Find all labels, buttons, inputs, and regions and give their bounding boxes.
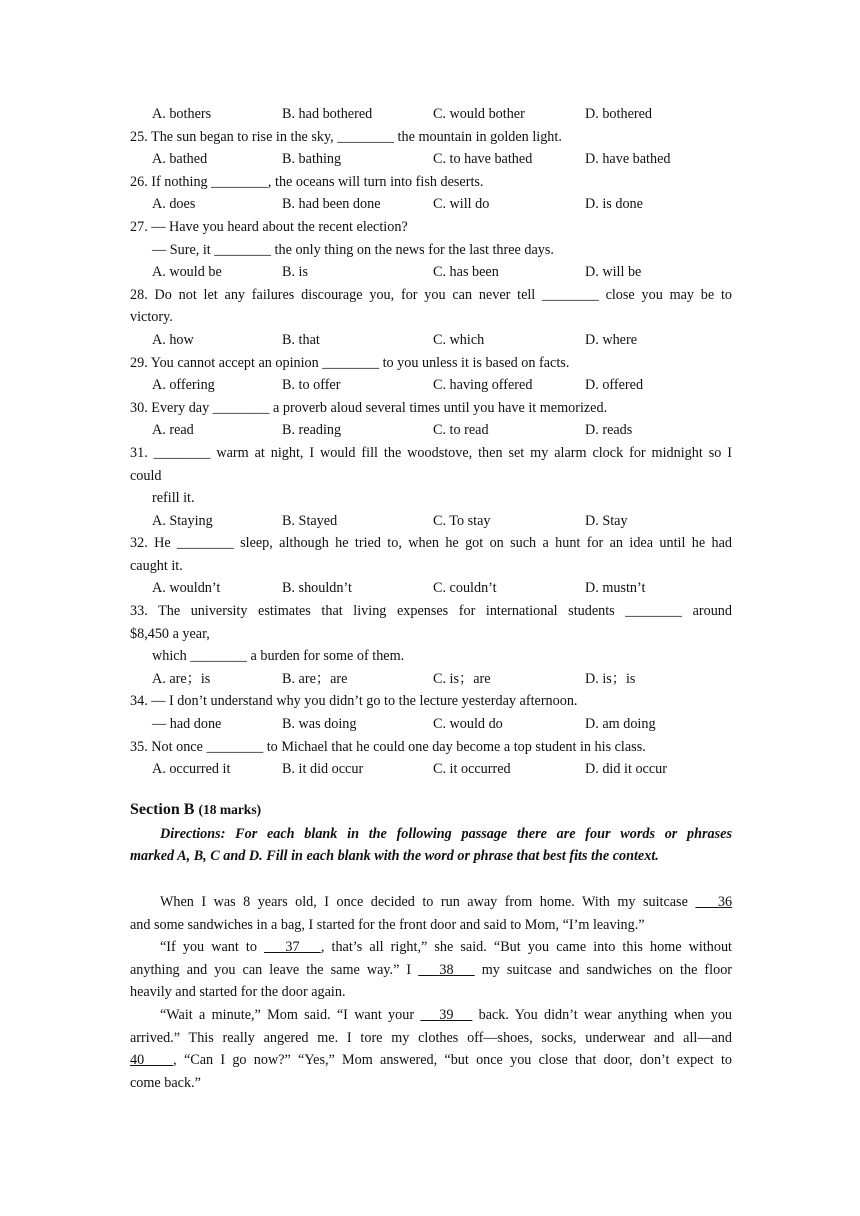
passage-line: heavily and started for the door again. [130, 984, 346, 1001]
question-stem: 30. Every day ________ a proverb aloud several times until you have it memorized. [130, 399, 608, 416]
option-a: A. offering [152, 377, 215, 394]
blank-38: 38 [439, 961, 454, 978]
question-stem: $8,450 a year, [130, 625, 210, 642]
option-b: B. reading [282, 422, 342, 439]
option-d: D. Stay [585, 512, 628, 529]
option-a: A. Staying [152, 512, 213, 529]
option-b: B. shouldn’t [282, 580, 352, 597]
option-b: B. Stayed [282, 512, 338, 529]
question-stem: victory. [130, 309, 173, 326]
question-33 [130, 600, 732, 690]
question-32 [130, 532, 732, 600]
option-c: C. it occurred [433, 761, 511, 778]
question-stem: 35. Not once ________ to Michael that he could one day become a top student in his class. [130, 738, 646, 755]
option-b: B. had been done [282, 196, 381, 213]
question-34 [130, 690, 732, 735]
answer-options [130, 713, 732, 736]
option-b: B. had bothered [282, 106, 373, 122]
option-b: B. that [282, 331, 320, 348]
question-stem: 25. The sun began to rise in the sky, ________ the mountain in golden light. [130, 128, 562, 145]
exam-page [130, 103, 732, 1094]
passage-line: anything and you can leave the same way.” I 38 my suitcase and sandwiches on the floor [130, 961, 733, 978]
answer-options [130, 577, 732, 600]
option-b: B. to offer [282, 377, 341, 394]
question-stem: 28. Do not let any failures discourage you, for you can never tell ________ close you may be to [130, 286, 732, 303]
passage-line: 40 , “Can I go now?” “Yes,” Mom answered, “but once you close that door, don’t expect to [130, 1052, 732, 1069]
question-31 [130, 442, 732, 532]
option-d: D. is；is [585, 670, 636, 687]
option-d: D. reads [585, 422, 633, 439]
question-27 [130, 216, 732, 284]
option-d: D. bothered [585, 106, 652, 122]
passage-line: “If you want to 37 , that’s all right,” she said. “But you came into this home without [160, 939, 732, 956]
question-30 [130, 397, 732, 442]
passage-line: come back.” [130, 1074, 201, 1091]
passage-line: and some sandwiches in a bag, I started for the front door and said to Mom, “I’m leaving.” [130, 916, 645, 933]
option-a: A. bothers [152, 106, 212, 122]
option-c: C. to have bathed [433, 151, 533, 168]
question-stem: 26. If nothing ________, the oceans will turn into fish deserts. [130, 173, 484, 190]
option-c: C. to read [433, 422, 489, 439]
question-stem: 31. ________ warm at night, I would fill the woodstove, then set my alarm clock for midnight so I [130, 444, 732, 461]
section-b-title: Section B (18 marks) [130, 800, 262, 818]
blank-40: 40 [130, 1052, 145, 1069]
answer-options [130, 148, 732, 171]
directions-line-1: Directions: For each blank in the following passage there are four words or phrases [160, 825, 732, 842]
option-a: A. bathed [152, 151, 208, 168]
option-c: C. which [433, 331, 485, 348]
option-b: B. bathing [282, 151, 342, 168]
answer-options [130, 758, 732, 781]
question-35 [130, 736, 732, 781]
option-a: A. wouldn’t [152, 580, 221, 597]
option-d: D. is done [585, 196, 643, 213]
option-d: D. did it occur [585, 761, 667, 778]
question-25 [130, 126, 732, 171]
option-a: A. occurred it [152, 761, 231, 778]
option-d: D. mustn’t [585, 580, 646, 597]
question-list [130, 126, 732, 781]
blank-36: 36 [717, 894, 733, 910]
answer-options [130, 419, 732, 442]
option-b: B. are；are [282, 670, 348, 687]
option-a: — had done [152, 716, 222, 733]
question-stem-continued: — Sure, it ________ the only thing on the news for the last three days. [152, 241, 554, 258]
answer-options [130, 510, 732, 533]
option-b: B. was doing [282, 716, 357, 733]
answer-options [130, 329, 732, 352]
passage [130, 891, 732, 1094]
answer-options [130, 374, 732, 397]
option-b: B. is [282, 264, 309, 281]
option-c: C. having offered [433, 377, 533, 394]
option-a: A. would be [152, 264, 222, 281]
option-c: C. has been [433, 264, 499, 281]
answer-options [130, 668, 732, 691]
blank-37: 37 [285, 939, 300, 956]
option-d: D. have bathed [585, 151, 671, 168]
question-stem-continued: refill it. [152, 490, 195, 507]
question-stem: caught it. [130, 557, 183, 574]
option-c: C. would do [433, 716, 503, 733]
question-stem: 33. The university estimates that living expenses for international students ________ around [130, 603, 732, 620]
option-c: C. couldn’t [433, 580, 497, 597]
question-stem: 34. — I don’t understand why you didn’t go to the lecture yesterday afternoon. [130, 693, 578, 710]
question-26 [130, 171, 732, 216]
question-stem: 32. He ________ sleep, although he tried to, when he got on such a hunt for an idea until he had [130, 535, 732, 552]
option-c: C. would bother [433, 106, 525, 122]
blank-39: 39 [439, 1006, 454, 1023]
question-stem: 29. You cannot accept an opinion ________ to you unless it is based on facts. [130, 354, 570, 371]
question-stem: could [130, 467, 162, 484]
option-c: C. will do [433, 196, 490, 213]
option-d: D. will be [585, 264, 642, 281]
option-c: C. is；are [433, 670, 491, 687]
answer-options [130, 261, 732, 284]
option-b: B. it did occur [282, 761, 364, 778]
directions-line-2: marked A, B, C and D. Fill in each blank with the word or phrase that best fits the context. [130, 848, 659, 865]
option-a: A. are；is [152, 670, 211, 687]
option-d: D. am doing [585, 716, 656, 733]
answer-options [130, 193, 732, 216]
option-d: D. where [585, 331, 637, 348]
question-28 [130, 284, 732, 352]
passage-line: When I was 8 years old, I once decided to run away from home. With my suitcase 36 [160, 894, 733, 910]
question-stem-continued: which ________ a burden for some of them. [152, 648, 405, 665]
option-a: A. how [152, 331, 194, 348]
option-c: C. To stay [433, 512, 491, 529]
q24-options [130, 103, 732, 126]
question-29 [130, 352, 732, 397]
passage-line: “Wait a minute,” Mom said. “I want your 39 back. You didn’t wear anything when you [160, 1006, 733, 1023]
question-stem: 27. — Have you heard about the recent election? [130, 218, 408, 235]
passage-line: arrived.” This really angered me. I tore my clothes off—shoes, socks, underwear and all—and [130, 1029, 732, 1046]
option-d: D. offered [585, 377, 644, 394]
option-a: A. does [152, 196, 196, 213]
option-a: A. read [152, 422, 194, 439]
